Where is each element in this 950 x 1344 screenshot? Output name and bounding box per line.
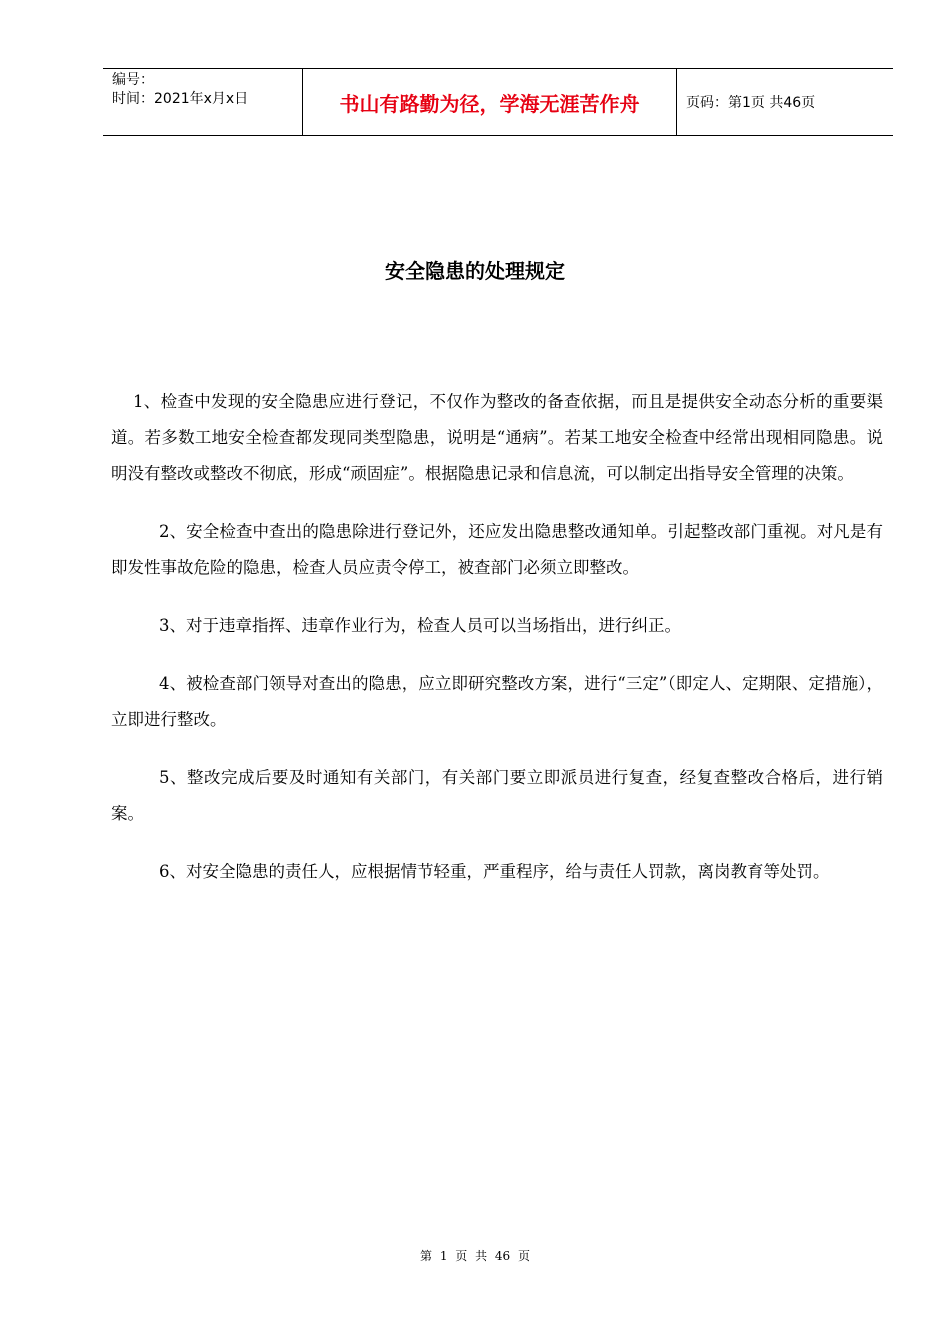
- paragraph-1: 1、检查中发现的安全隐患应进行登记，不仅作为整改的备查依据，而且是提供安全动态分析的重要渠道。若多数工地安全检查都发现同类型隐患，说明是“通病”。若某工地安全检查中经常出现相同隐患。说明没有整改或整改不彻底，形成“顽固症”。根据隐患记录和信息流，可以制定出指导安全管理的决策。: [111, 392, 883, 483]
- document-body: [111, 384, 883, 912]
- paragraph-2: 2、安全检查中查出的隐患除进行登记外，还应发出隐患整改通知单。引起整改部门重视。对凡是有即发性事故危险的隐患，检查人员应责令停工，被查部门必须立即整改。: [111, 522, 883, 577]
- page-header: [103, 68, 893, 136]
- header-page-label: 页码：第1页 共46页: [686, 95, 816, 111]
- paragraph-6: 6、对安全隐患的责任人，应根据情节轻重，严重程序，给与责任人罚款，离岗教育等处罚。: [159, 862, 830, 881]
- header-motto-cell: [303, 69, 677, 135]
- motto-text: 书山有路勤为径，学海无涯苦作舟: [339, 91, 640, 116]
- number-label: 编号：: [112, 72, 154, 88]
- paragraph-4: 4、被检查部门领导对查出的隐患，应立即研究整改方案，进行“三定”（即定人、定期限、定措施），立即进行整改。: [111, 674, 883, 729]
- paragraph-3: 3、对于违章指挥、违章作业行为，检查人员可以当场指出，进行纠正。: [159, 616, 681, 635]
- document-title: 安全隐患的处理规定: [385, 259, 565, 283]
- header-page-cell: [677, 69, 893, 135]
- header-meta-cell: [103, 69, 303, 135]
- time-label: 时间：2021年x月x日: [112, 91, 249, 107]
- paragraph-5: 5、整改完成后要及时通知有关部门，有关部门要立即派员进行复查，经复查整改合格后，进行销案。: [111, 768, 883, 823]
- page-footer: 第 1 页 共 46 页: [420, 1249, 530, 1263]
